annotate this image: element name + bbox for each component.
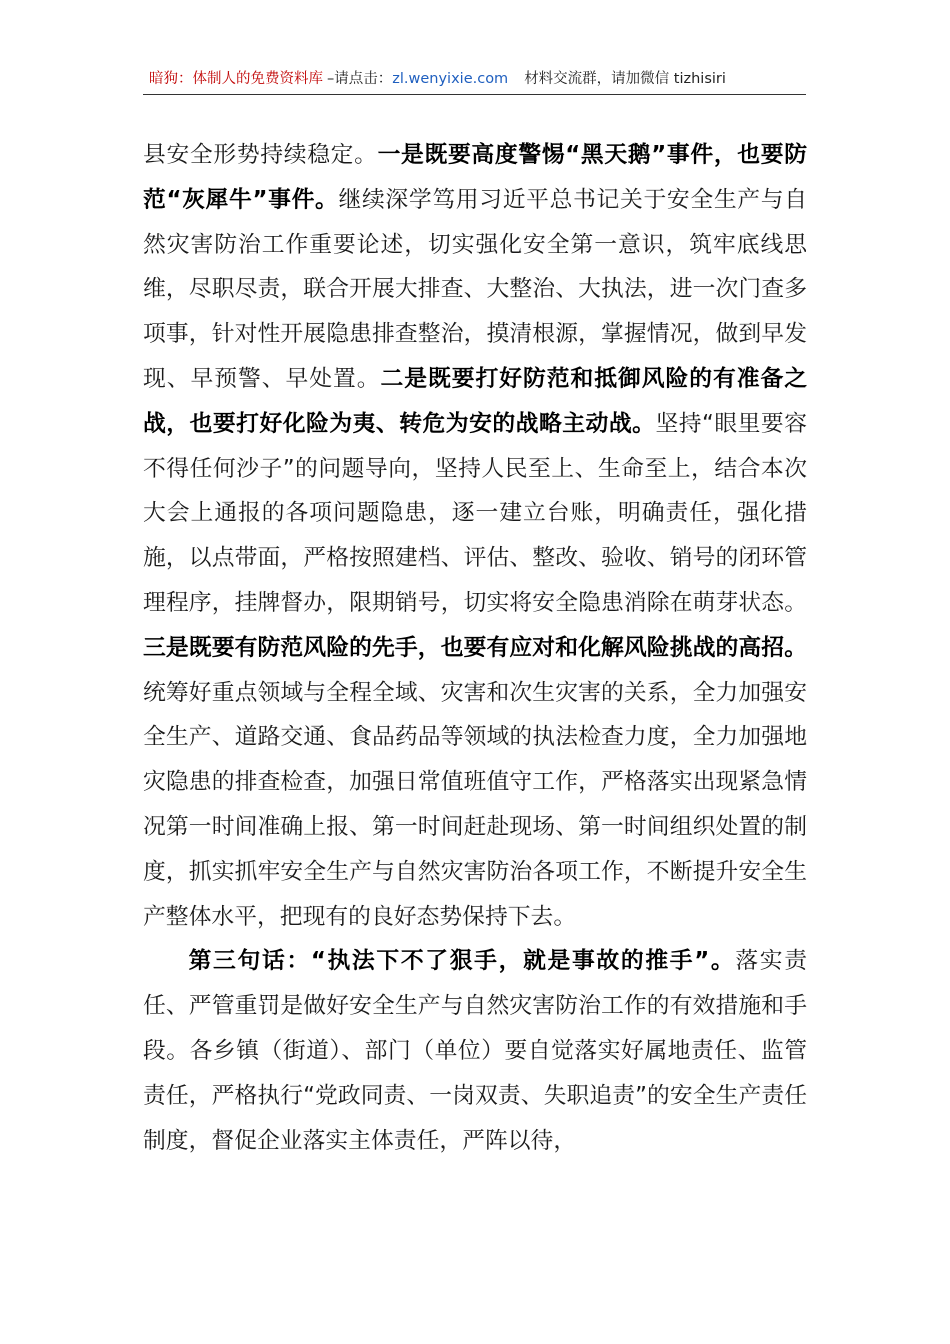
paragraph-2-text-1: 落实责任、严管重罚是做好安全生产与自然灾害防治工作的有效措施和手段。各乡镇（街道）、部门（单位）要自觉落实好属地责任、监管责任，严格执行“党政同责、一岗双责、失职追责”的安全生产责任制度，督促企业落实主体责任，严阵以待， xyxy=(143,948,808,1154)
paragraph-1-text-1: 县安全形势持续稳定。 xyxy=(143,142,378,168)
header-url-link[interactable]: zl.wenyixie.com xyxy=(392,71,509,87)
third-sentence-heading: 第三句话：“执法下不了狠手，就是事故的推手”。 xyxy=(188,948,736,975)
paragraph-2 xyxy=(143,939,807,1163)
page-header xyxy=(143,64,806,95)
paragraph-1 xyxy=(143,133,807,939)
document-body xyxy=(143,133,807,1163)
header-click-prompt: –请点击： xyxy=(327,71,393,87)
paragraph-1-text-2: 继续深学笃用习近平总书记关于安全生产与自然灾害防治工作重要论述，切实强化安全第一意识，筑牢底线思维，尽职尽责，联合开展大排查、大整治、大执法，进一次门查多项事，针对性开展隐患排查整治，摸清根源，掌握情况，做到早发现、早预警、早处置。 xyxy=(143,186,808,392)
header-brand: 暗狗：体制人的免费资料库 xyxy=(149,71,323,87)
point-two-heading: 二是既要打好防范和抵御风险的有准备之战，也要打好化险为夷、转危为安的战略主动战。 xyxy=(143,365,808,437)
point-three-heading: 三是既要有防范风险的先手，也要有应对和化解风险挑战的高招。 xyxy=(143,634,807,661)
paragraph-1-text-3: 坚持“眼里要容不得任何沙子”的问题导向，坚持人民至上、生命至上，结合本次大会上通报的各项问题隐患，逐一建立台账，明确责任，强化措施，以点带面，严格按照建档、评估、整改、验收、销号的闭环管理程序，挂牌督办，限期销号，切实将安全隐患消除在萌芽状态。 xyxy=(143,410,808,616)
header-wechat-note: 材料交流群，请加微信 tizhisiri xyxy=(524,71,726,87)
point-one-heading: 一是既要高度警惕“黑天鹅”事件，也要防范“灰犀牛”事件。 xyxy=(143,142,808,213)
paragraph-1-text-4: 统筹好重点领域与全程全域、灾害和次生灾害的关系，全力加强安全生产、道路交通、食品药品等领域的执法检查力度，全力加强地灾隐患的排查检查，加强日常值班值守工作，严格落实出现紧急情况第一时间准确上报、第一时间赶赴现场、第一时间组织处置的制度，抓实抓牢安全生产与自然灾害防治各项工作，不断提升安全生产整体水平，把现有的良好态势保持下去。 xyxy=(143,679,807,930)
